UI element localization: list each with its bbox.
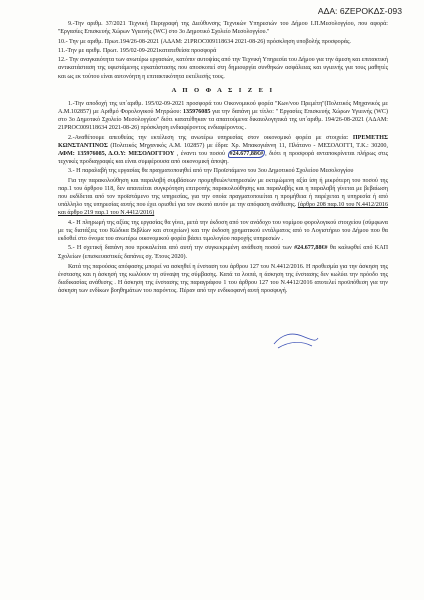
decision-2-text-a: 2.-Αναθέτουμε απευθείας την εκτέλεση της ανωτέρω υπηρεσίας στον οικονομικό φορέα με στοιχεία: bbox=[68, 134, 353, 141]
decision-1-afm: 135976085 bbox=[183, 108, 211, 115]
decision-heading: Α Π Ο Φ Α Σ Ι Ζ Ε Ι bbox=[171, 86, 275, 94]
paragraph-11: 11.-Την με αριθμ. Πρωτ. 195/02-09-2021κατατεθείσα προσφορά bbox=[58, 47, 217, 54]
decision-5 bbox=[58, 244, 388, 260]
decision-1-text-b: για την δαπάνη με τίτλο: '' Εργασίες Επισκευής Χώρων Υγιεινής (WC) στο 3ο Δημοτικό Σχολείο Μεσολογγίου'' διότι κατατέθηκαν τα απαιτούμενα δικαιολογητικά της υπ΄αριθμ. 194/26-08-2021 (ΑΔΑΜ: 21PROC009118634 2021-08-26) πρόσκληση ενδιαφέροντος ενδιαφέροντος . bbox=[58, 108, 389, 132]
objection-paragraph: Κατά της παρούσας απόφασης μπορεί να ασκηθεί η ένσταση του άρθρου 127 του Ν.4412/2016. Η προθεσμία για την άσκηση της ένστασης και η άσκησή της κωλύουν τη σύναψη της σύμβασης. Κατά τα λοιπά, η άσκηση της ένστασης δεν κωλύει την πρόοδο της διαδικασίας ανάθεσης . Η άσκηση της ένστασης της παραγράφου 1 του άρθρου 127 του Ν.4412/2016 αποτελεί προϋπόθεση για την άσκηση των ενδίκων βοηθημάτων του παρόντος. Πέραν από την ενδικοφανή αυτή προσφυγή. bbox=[58, 263, 388, 295]
decision-2 bbox=[58, 134, 388, 167]
decision-1 bbox=[58, 100, 388, 133]
decision-2-text-c: , έναντι του ποσού bbox=[174, 150, 228, 157]
decision-2-text-b: (Πολιτικός Μηχανικός Α.Μ. 102857) με έδρα: Χρ. Μπακογιάννη 11, Πλάτανο - ΜΕΣΟΛΟΓΓΙ, Τ.Κ.: 30200, bbox=[107, 142, 388, 149]
ada-code: ΑΔΑ: 6ΖΕΡΟΚΔΣ-093 bbox=[317, 6, 402, 16]
decision-2-amount: #24.677,88€# bbox=[229, 150, 264, 157]
decision-2-afm: ΑΦΜ: 135976085, Δ.Ο.Υ: ΜΕΣΟΛΟΓΓΙΟΥ bbox=[58, 150, 175, 157]
decision-2-contractor-name: ΠΡΕΜΕΤΗΣ ΚΩΝΣΤΑΝΤΙΝΟΣ bbox=[58, 134, 388, 149]
decision-5-amount: #24.677,88€# bbox=[294, 245, 328, 252]
decision-3-details bbox=[58, 177, 388, 218]
paragraph-9: 9.-Την αριθμ. 37/2021 Τεχνική Περιγραφή της Διεύθυνσης Τεχνικών Υπηρεσιών του Δήμου Ι.Π.Μεσολογγίου, που αφορά: ''Εργασίες Επισκευής Χώρων Υγιεινής (WC) στο 3ο Δημοτικό Σχολείο Μεσολογγίου.'' bbox=[58, 21, 388, 36]
decision-3: 3.- Η παραλαβή της εργασίας θα πραγματοποιηθεί από την Προϊστάμενο του 3ου Δημοτικού Σχολείου Μεσολογγίου bbox=[68, 168, 354, 175]
decision-3-details-text: Για την παρακολούθηση και παραλαβή συμβάσεων προμηθειών/υπηρεσιών με εκτιμώμενη αξία ίση ή μικρότερη του ποσού της παρ.1 του άρθρου 118, δεν απαιτείται συγκρότηση επιτροπής παρακολούθησης και παραλαβής και η παραλαβή γίνεται με βεβαίωση που εκδίδεται από τον προϊστάμενο της υπηρεσίας, για την οποία πραγματοποιείται η προμήθεια ή παρέχεται η υπηρεσία ή από υπάλληλο της υπηρεσίας αυτής που έχει ορισθεί για τον σκοπό αυτόν με την απόφαση ανάθεσης. bbox=[58, 177, 388, 209]
decision-4: 4.- Η πληρωμή της αξίας της εργασίας θα γίνει, μετά την έκδοση από τον ανάδοχο του νομίμου φορολογικού στοιχείου (σύμφωνα με τις διατάξεις του Κώδικα Βιβλίων και στοιχείων) και την έκδοση χρηματικού εντάλματος από το Λογιστήριο του Δήμου που θα εκδοθεί στο όνομα του ανωτέρω οικονομικού φορέα βάσει τιμολογίου παροχής υπηρεσιών . bbox=[58, 219, 388, 243]
ink-scribble bbox=[272, 330, 320, 352]
paragraph-10: 10.- Την με αριθμ. Πρωτ.194/26-08-2021 (ΑΔΑΜ: 21PROC009118634 2021-08-26) πρόσκληση υποβολής προσφοράς. bbox=[58, 38, 351, 45]
document-body bbox=[58, 20, 388, 297]
decision-5-text-b: θα καλυφθεί από ΚΑΠ Σχολείων (επισκευαστικές δαπάνες σχ. Έτους 2020). bbox=[58, 245, 388, 260]
decision-2-text-d: , διότι η προσφορά ανταποκρίνεται πλήρως στις τεχνικές προδιαγραφές και είναι συμφέρουσα από οικονομική άποψη. bbox=[58, 150, 389, 166]
paragraph-12: 12.- Την αναγκαιότητα των ανωτέρω εργασιών, κατόπιν αυτοψίας από την Τεχνική Υπηρεσία του Δήμου για την άμεση και επιτακτική αντικατάσταση της υφιστάμενης εγκατάστασης που αποσκοπεί στη δημιουργία συνθηκών ασφάλειας και υγιεινής για τους μαθητές και ως εκ τούτου είναι αυτονόητη η επιτακτικότητα εκτέλεσής τους. bbox=[58, 57, 388, 80]
decision-1-text-a: 1.-Την αποδοχή της υπ΄αριθμ. 195/02-09-2021 προσφορά του Οικονομικού φορέα ''Κων/νου Πρεμέτη''(Πολιτικός Μηχανικός με Α.Μ.102857) με Αριθμό Φορολογικού Μητρώου: bbox=[58, 100, 388, 115]
decision-3-legal-reference: (άρθρο 208 παρ.10 του Ν.4412/2016 και άρθρο 219 παρ.1 του Ν.4412/2016) bbox=[58, 202, 388, 217]
decision-5-text-a: 5.- Η σχετική δαπάνη που προκαλείται από αυτή την συγκεκριμένη ανάθεση ποσού των bbox=[68, 245, 295, 252]
